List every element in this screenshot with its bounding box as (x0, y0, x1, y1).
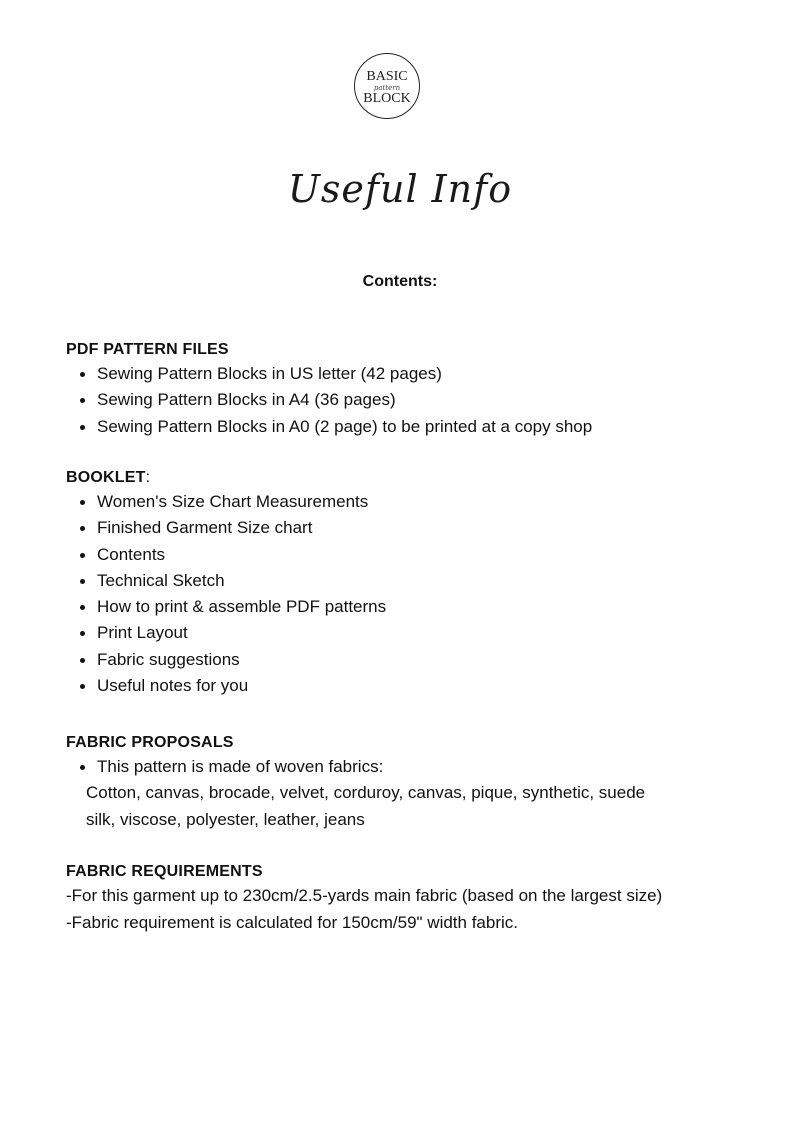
list-item: Useful notes for you (66, 673, 760, 699)
booklet-heading-wrap (66, 467, 760, 489)
useful-info-title (270, 150, 530, 230)
list-item: Print Layout (66, 620, 760, 646)
list-item: Finished Garment Size chart (66, 515, 760, 541)
fabric-proposals-list (66, 754, 760, 780)
fabric-proposals-section (66, 732, 760, 833)
booklet-heading: BOOKLET (66, 469, 146, 486)
basic-block-logo (353, 52, 421, 120)
fabric-requirements-section (66, 861, 760, 936)
booklet-heading-colon: : (145, 469, 151, 486)
list-item: Technical Sketch (66, 568, 760, 594)
list-item: Sewing Pattern Blocks in A4 (36 pages) (66, 387, 760, 413)
requirement-line: -Fabric requirement is calculated for 150cm/59" width fabric. (66, 912, 519, 932)
pdf-files-list (66, 361, 760, 440)
logo-text-top: BASIC (366, 69, 408, 84)
title-text: Useful Info (287, 167, 513, 211)
pdf-pattern-files-heading: PDF PATTERN FILES (66, 341, 229, 358)
list-item: Sewing Pattern Blocks in A0 (2 page) to be printed at a copy shop (66, 414, 760, 440)
booklet-section (66, 467, 760, 699)
list-item: Contents (66, 542, 760, 568)
fabric-proposals-heading: FABRIC PROPOSALS (66, 734, 234, 751)
fabric-requirements-heading: FABRIC REQUIREMENTS (66, 863, 263, 880)
list-item: Women's Size Chart Measurements (66, 489, 760, 515)
requirement-line: -For this garment up to 230cm/2.5-yards main fabric (based on the largest size) (66, 886, 663, 905)
pdf-pattern-files-section (66, 339, 760, 440)
list-item: Sewing Pattern Blocks in US letter (42 pages) (66, 361, 760, 387)
fabric-list-line: Cotton, canvas, brocade, velvet, corduroy, canvas, pique, synthetic, suede (86, 783, 646, 803)
contents-heading: Contents: (362, 273, 438, 290)
list-item: This pattern is made of woven fabrics: (66, 754, 760, 780)
fabric-list-line: silk, viscose, polyester, leather, jeans (86, 809, 365, 829)
logo-text-middle: pattern (373, 84, 401, 92)
logo-text-bottom: BLOCK (363, 91, 411, 106)
list-item: Fabric suggestions (66, 647, 760, 673)
list-item: How to print & assemble PDF patterns (66, 594, 760, 620)
booklet-list (66, 489, 760, 699)
